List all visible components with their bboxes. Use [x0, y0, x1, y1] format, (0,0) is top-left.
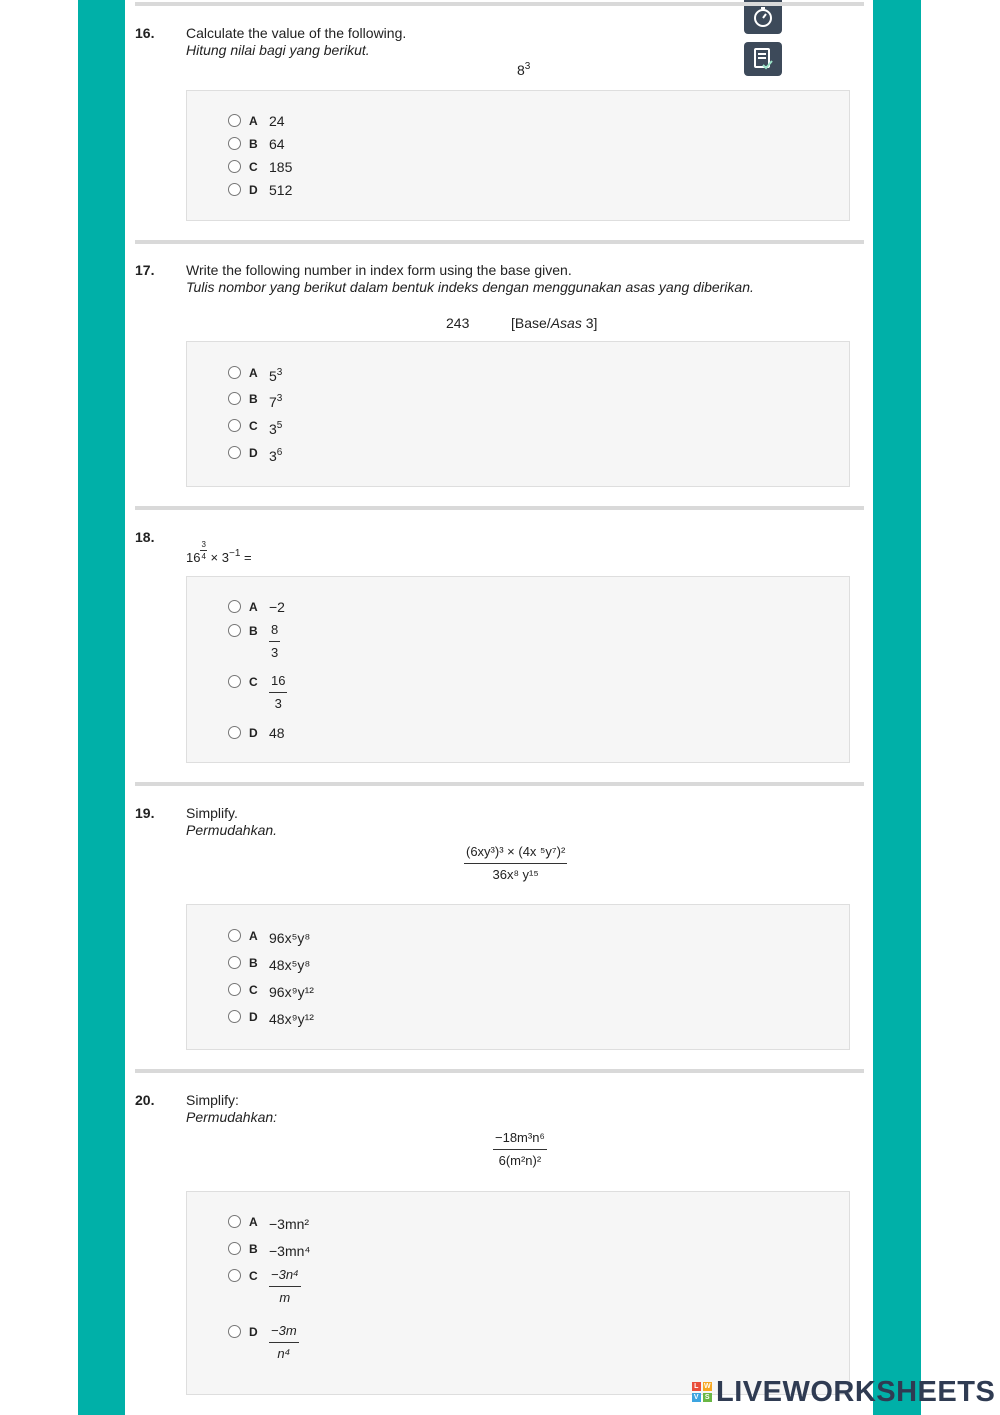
option-value: 48x⁹y¹² [269, 1011, 314, 1027]
option-letter: D [249, 1010, 258, 1024]
option-value: −3mn⁴ [269, 1243, 311, 1259]
separator [135, 2, 864, 6]
separator [135, 782, 864, 786]
option-d[interactable] [228, 181, 292, 201]
options-panel [186, 576, 850, 763]
radio-button[interactable] [228, 675, 241, 688]
question-expression [464, 843, 567, 883]
option-letter: B [249, 137, 258, 151]
option-value: $7^3$ [269, 393, 283, 410]
option-fraction: $\frac{16}{3}$ [271, 673, 286, 711]
question-text-ms: Tulis nombor yang berikut dalam bentuk indeks dengan menggunakan asas yang diberikan. [186, 279, 754, 295]
radio-button[interactable] [228, 419, 241, 432]
expr-exponent: 3 [524, 61, 531, 72]
radio-button[interactable] [228, 983, 241, 996]
expr-exponent: −1 [228, 548, 241, 559]
radio-button[interactable] [228, 392, 241, 405]
expr-equals: = [244, 550, 252, 565]
radio-button[interactable] [228, 624, 241, 637]
question-text [186, 25, 406, 59]
option-letter: C [249, 675, 258, 689]
options-panel [186, 341, 850, 487]
question-text-ms: Permudahkan: [186, 1109, 278, 1125]
expr-base: 16 [186, 550, 201, 565]
base-value: 3] [581, 315, 598, 331]
radio-button[interactable] [228, 446, 241, 459]
option-letter: D [249, 726, 258, 740]
timer-icon [752, 6, 774, 28]
option-b[interactable] [228, 1240, 310, 1260]
radio-button[interactable] [228, 1010, 241, 1023]
options-panel [186, 90, 850, 221]
checklist-icon [752, 47, 774, 71]
option-letter: A [249, 366, 258, 380]
question-text-ms: Permudahkan. [186, 822, 278, 838]
logo-mark-icon: L W V S [693, 1383, 712, 1401]
right-border [873, 0, 921, 1415]
question-text [186, 805, 277, 839]
radio-button[interactable] [228, 137, 241, 150]
option-value: 48 [269, 725, 285, 741]
option-letter: D [249, 1325, 258, 1339]
option-d[interactable] [228, 1323, 299, 1371]
option-letter: C [249, 160, 258, 174]
option-letter: A [249, 600, 258, 614]
checklist-button[interactable] [744, 42, 782, 76]
option-value: −3mn² [269, 1216, 310, 1232]
option-value: $3^6$ [269, 447, 283, 464]
radio-button[interactable] [228, 183, 241, 196]
radio-button[interactable] [228, 1269, 241, 1282]
option-a[interactable] [228, 927, 310, 947]
question-number: 19. [135, 805, 155, 821]
separator [135, 240, 864, 244]
expr-numerator: −18m³n⁶ [493, 1130, 547, 1150]
expr-times: × 3 [210, 550, 229, 565]
option-a[interactable] [228, 364, 282, 384]
option-c[interactable] [228, 1267, 301, 1315]
radio-button[interactable] [228, 1325, 241, 1338]
option-a[interactable] [228, 112, 285, 132]
option-value: 96x⁵y⁸ [269, 930, 311, 946]
option-value: $3^5$ [269, 420, 283, 437]
expr-denominator: 36x⁸ y¹⁵ [492, 867, 539, 882]
question-number: 18. [135, 529, 155, 545]
option-c[interactable] [228, 673, 287, 715]
question-number: 17. [135, 262, 155, 278]
option-d[interactable] [228, 444, 282, 464]
radio-button[interactable] [228, 1242, 241, 1255]
option-value: 96x⁹y¹² [269, 984, 314, 1000]
separator [135, 1069, 864, 1073]
base-label: [Base/ [511, 315, 551, 331]
question-text-en: Simplify. [186, 805, 238, 821]
left-border [78, 0, 125, 1415]
option-a[interactable] [228, 598, 285, 618]
option-letter: B [249, 1242, 258, 1256]
option-fraction: $\frac{-3m}{\text{n⁴}}$ [271, 1323, 297, 1361]
expr-base: 8 [517, 62, 525, 78]
option-c[interactable] [228, 158, 292, 178]
question-text [186, 1092, 277, 1126]
question-number: 16. [135, 25, 155, 41]
liveworksheets-logo[interactable] [692, 1375, 995, 1409]
radio-button[interactable] [228, 600, 241, 613]
option-value: 64 [269, 136, 285, 152]
question-text-en: Calculate the value of the following. [186, 25, 407, 41]
option-fraction: $\frac{8}{3}$ [271, 622, 279, 660]
option-value: 185 [269, 159, 293, 175]
option-letter: C [249, 1269, 258, 1283]
expr-fraction-exponent: $\frac{3}{4}$ [201, 540, 206, 561]
option-b[interactable] [228, 135, 285, 155]
question-text-en: Write the following number in index form using the base given. [186, 262, 572, 278]
question-number: 20. [135, 1092, 155, 1108]
base-label-ms: Asas [550, 315, 582, 331]
option-letter: D [249, 183, 258, 197]
radio-button[interactable] [228, 114, 241, 127]
option-letter: C [249, 983, 258, 997]
option-c[interactable] [228, 981, 314, 1001]
radio-button[interactable] [228, 726, 241, 739]
expr-numerator: (6xy³)³ × (4x ⁵y⁷)² [464, 844, 567, 864]
radio-button[interactable] [228, 956, 241, 969]
option-value: −2 [269, 599, 285, 615]
expr-denominator: 6(m²n)² [498, 1153, 542, 1168]
option-c[interactable] [228, 417, 282, 437]
option-fraction: $\frac{\text{−3n⁴}}{m}$ [271, 1267, 299, 1305]
option-d[interactable] [228, 1008, 314, 1028]
separator [135, 506, 864, 510]
options-panel [186, 904, 850, 1050]
option-value: $5^3$ [269, 367, 283, 384]
question-expression [517, 62, 530, 78]
option-letter: A [249, 929, 258, 943]
option-letter: C [249, 419, 258, 433]
option-b[interactable] [228, 954, 310, 974]
option-b[interactable] [228, 622, 280, 664]
option-letter: B [249, 392, 258, 406]
option-a[interactable] [228, 1213, 309, 1233]
question-text-ms: Hitung nilai bagi yang berikut. [186, 42, 370, 58]
option-b[interactable] [228, 390, 282, 410]
radio-button[interactable] [228, 1215, 241, 1228]
option-letter: D [249, 446, 258, 460]
question-expression [186, 540, 252, 565]
option-value: 48x⁵y⁸ [269, 957, 311, 973]
option-value: 24 [269, 113, 285, 129]
question-text-en: Simplify: [186, 1092, 239, 1108]
option-letter: A [249, 1215, 258, 1229]
brand-name: LIVEWORKSHEETS [716, 1375, 996, 1408]
option-letter: B [249, 624, 258, 638]
radio-button[interactable] [228, 160, 241, 173]
question-expression-base [511, 315, 597, 331]
question-expression-number: 243 [446, 315, 470, 331]
option-value: 512 [269, 182, 293, 198]
radio-button[interactable] [228, 929, 241, 942]
option-d[interactable] [228, 724, 285, 744]
question-text [186, 262, 754, 296]
radio-button[interactable] [228, 366, 241, 379]
question-expression [493, 1129, 547, 1169]
option-letter: B [249, 956, 258, 970]
option-letter: A [249, 114, 258, 128]
